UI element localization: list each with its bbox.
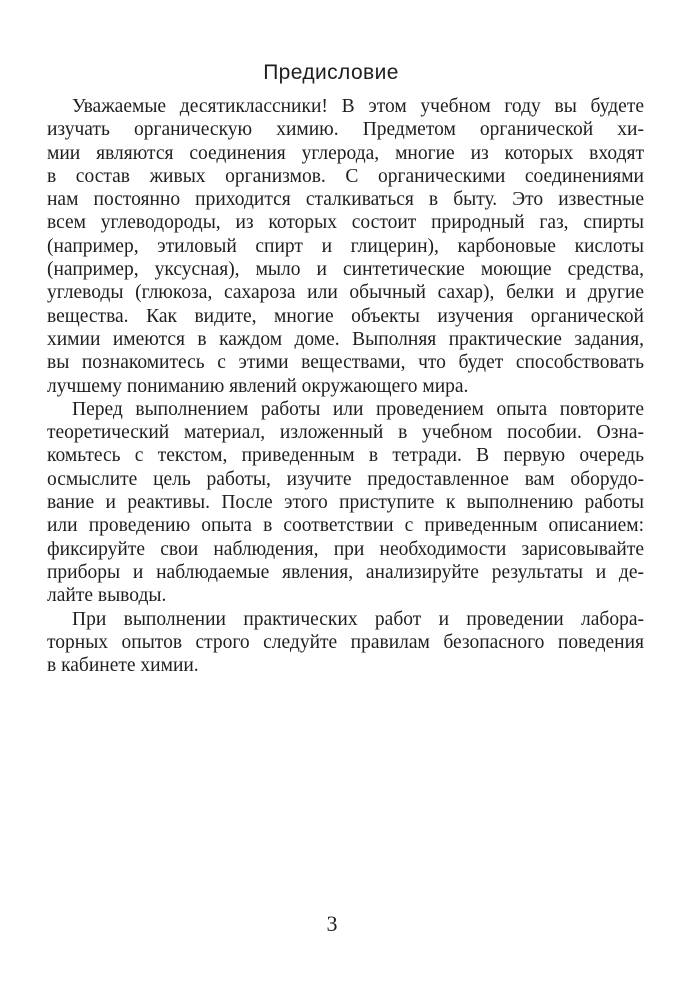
text-line: вещества. Как видите, многие объекты изучения органической <box>47 305 644 327</box>
text-line: комьтесь с текстом, приведенным в тетради. В первую очередь <box>47 445 644 467</box>
text-line: Уважаемые десятиклассники! В этом учебном году вы будете <box>72 96 644 117</box>
text-line: в кабинете химии. <box>47 655 199 677</box>
paragraph-2 <box>47 398 644 608</box>
text-line: углеводы (глюкоза, сахароза или обычный сахар), белки и другие <box>47 282 644 304</box>
text-line: мии являются соединения углерода, многие из которых входят <box>47 142 644 164</box>
text-line: вание и реактивы. После этого приступите к выполнению работы <box>47 492 644 514</box>
text-line: фиксируйте свои наблюдения, при необходимости зарисовывайте <box>47 538 644 560</box>
text-line: химии имеются в каждом доме. Выполняя практические задания, <box>47 328 644 350</box>
text-line: Перед выполнением работы или проведением опыта повторите <box>72 398 644 420</box>
text-line: вы познакомитесь с этими веществами, что будет способствовать <box>47 352 644 374</box>
text-line: При выполнении практических работ и проведении лабора- <box>72 608 644 630</box>
text-line: изучать органическую химию. Предметом органической хи- <box>47 119 644 141</box>
text-line: (например, этиловый спирт и глицерин), карбоновые кислоты <box>47 235 644 257</box>
page-title: Предисловие <box>263 61 399 84</box>
preface-text <box>47 95 644 677</box>
text-line: лучшему пониманию явлений окружающего мира. <box>47 375 469 397</box>
paragraph-1 <box>47 95 644 398</box>
paragraph-3 <box>47 608 644 678</box>
text-line: всем углеводороды, из которых состоит природный газ, спирты <box>47 212 644 234</box>
text-line: лайте выводы. <box>47 585 167 607</box>
text-line: (например, уксусная), мыло и синтетические моющие средства, <box>47 259 644 281</box>
text-line: или проведению опыта в соответствии с приведенным описанием: <box>47 515 644 537</box>
text-line: в состав живых организмов. С органическими соединениями <box>47 165 644 187</box>
text-line: теоретический материал, изложенный в учебном пособии. Озна- <box>47 422 644 444</box>
text-line: осмыслите цель работы, изучите предоставленное вам оборудо- <box>47 468 644 490</box>
page-number: 3 <box>326 911 338 936</box>
text-line: торных опытов строго следуйте правилам безопасного поведения <box>47 631 644 653</box>
text-line: нам постоянно приходится сталкиваться в быту. Это известные <box>47 189 644 211</box>
text-line: приборы и наблюдаемые явления, анализируйте результаты и де- <box>47 561 644 583</box>
